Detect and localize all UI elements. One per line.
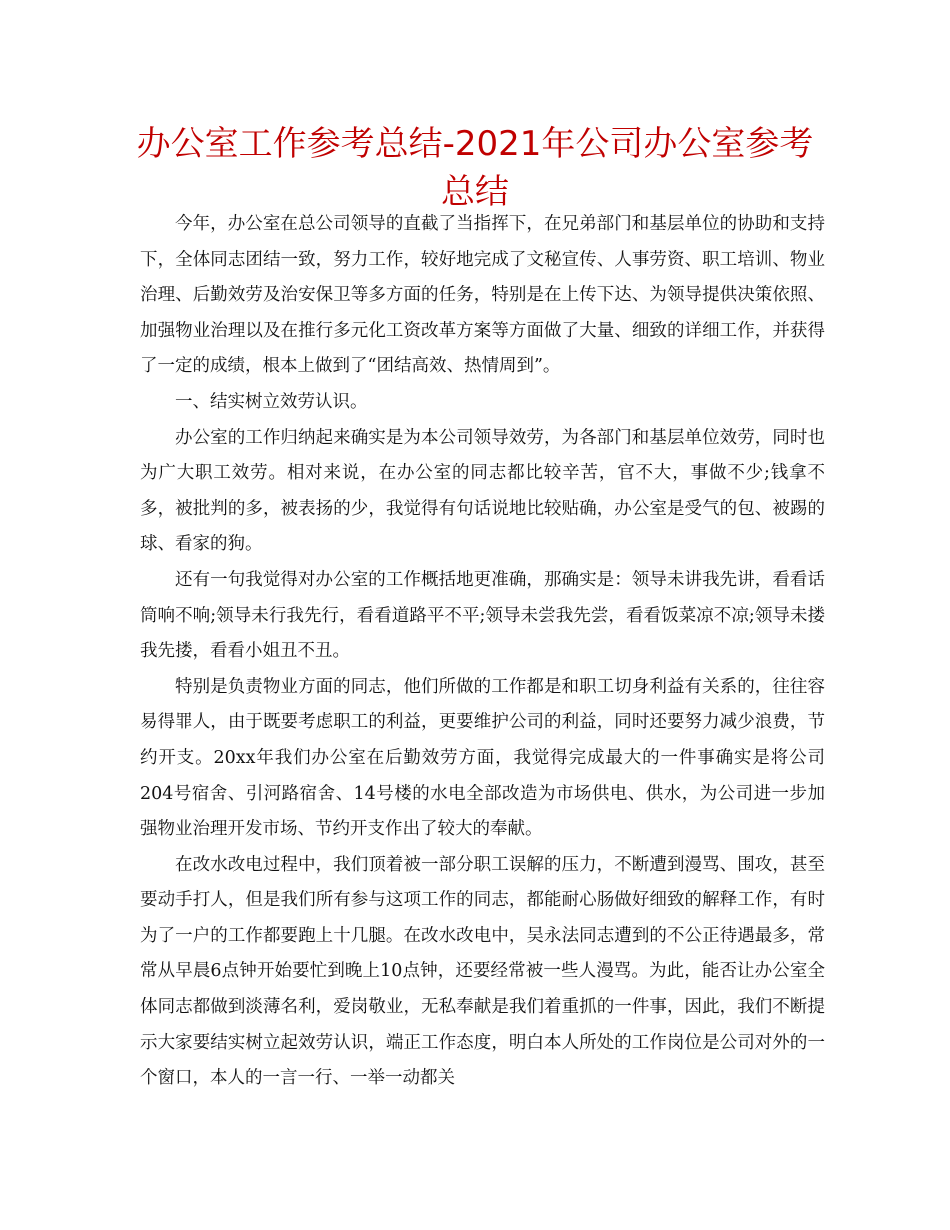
paragraph: 办公室的工作归纳起来确实是为本公司领导效劳，为各部门和基层单位效劳，同时也为广大职工效劳。相对来说，在办公室的同志都比较辛苦，官不大，事做不少;钱拿不多，被批判的多，被表扬的少，我觉得有句话说地比较贴确，办公室是受气的包、被踢的球、看家的狗。 [140,427,825,555]
paragraph: 特别是负责物业方面的同志，他们所做的工作都是和职工切身利益有关系的，往往容易得罪人，由于既要考虑职工的利益，更要维护公司的利益，同时还要努力减少浪费，节约开支。20xx年我们办公室在后勤效劳方面，我觉得完成最大的一件事确实是将公司204号宿舍、引河路宿舍、14号楼的水电全部改造为市场供电、供水，为公司进一步加强物业治理开发市场、节约开支作出了较大的奉献。 [140,676,825,840]
paragraph: 在改水改电过程中，我们顶着被一部分职工误解的压力，不断遭到漫骂、围攻，甚至要动手打人，但是我们所有参与这项工作的同志，都能耐心肠做好细致的解释工作，有时为了一户的工作都要跑上十几腿。在改水改电中，吴永法同志遭到的不公正待遇最多，常常从早晨6点钟开始要忙到晚上10点钟，还要经常被一些人漫骂。为此，能否让办公室全体同志都做到淡薄名利，爱岗敬业，无私奉献是我们着重抓的一件事，因此，我们不断提示大家要结实树立起效劳认识，端正工作态度，明白本人所处的工作岗位是公司对外的一个窗口，本人的一言一行、一举一动都关 [140,854,825,1089]
paragraph: 还有一句我觉得对办公室的工作概括地更准确，那确实是：领导未讲我先讲，看看话筒响不响;领导未行我先行，看看道路平不平;领导未尝我先尝，看看饭菜凉不凉;领导未搂我先搂，看看小姐丑不丑。 [140,569,825,662]
paragraph: 今年，办公室在总公司领导的直截了当指挥下，在兄弟部门和基层单位的协助和支持下，全体同志团结一致，努力工作，较好地完成了文秘宣传、人事劳资、职工培训、物业治理、后勤效劳及治安保卫等多方面的任务，特别是在上传下达、为领导提供决策依照、加强物业治理以及在推行多元化工资改革方案等方面做了大量、细致的详细工作，并获得了一定的成绩，根本上做到了“团结高效、热情周到”。 [140,214,825,377]
section-heading: 一、结实树立效劳认识。 [175,391,368,412]
document-title: 办公室工作参考总结-2021年公司办公室参考总结 [136,124,814,212]
document-body [140,207,825,1097]
